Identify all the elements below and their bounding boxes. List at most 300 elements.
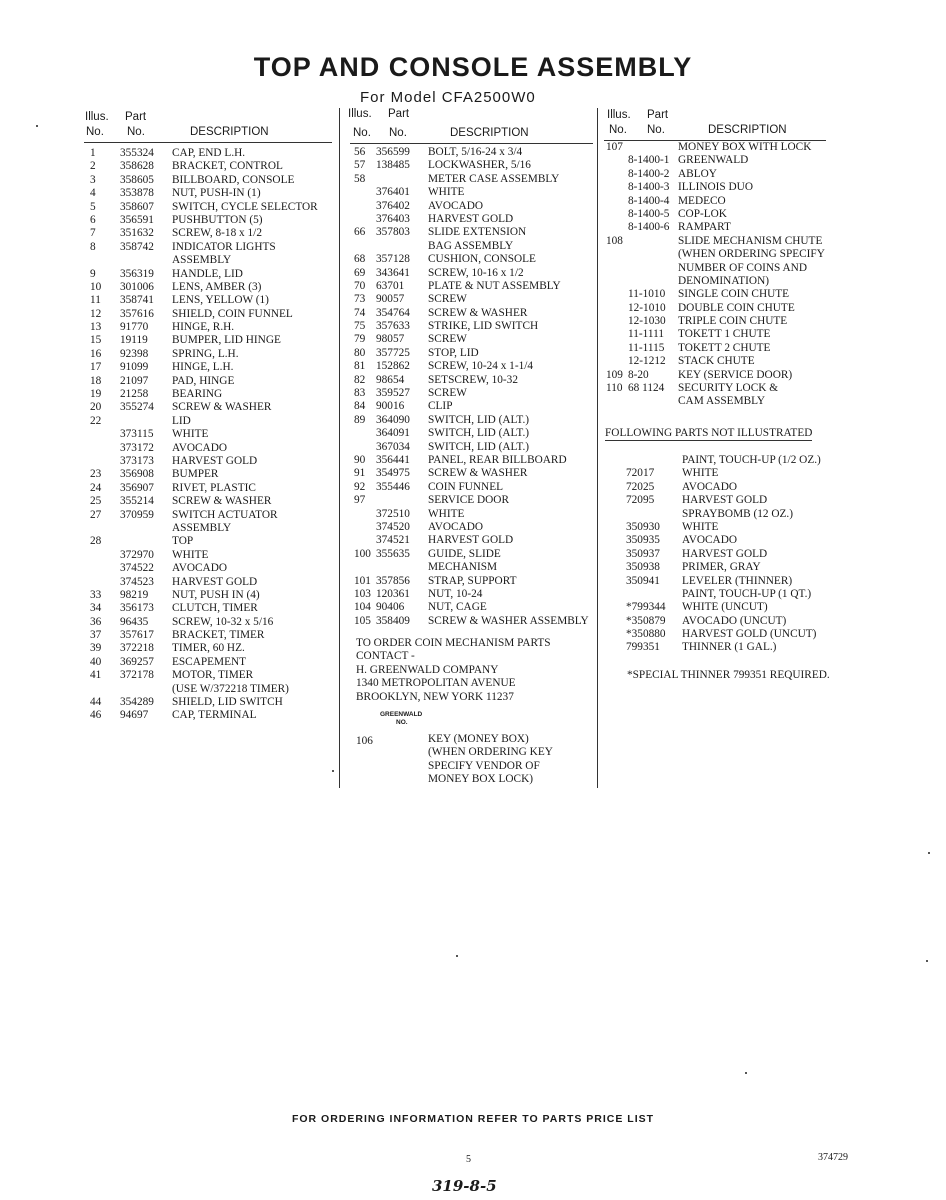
illus-number: 12 [90,307,102,320]
parts-row [90,254,335,267]
parts-row [354,347,596,360]
illus-number: 2 [90,160,96,173]
part-number: *350880 [626,628,666,641]
part-description: AVOCADO [682,534,738,547]
col2-part-header: Part [388,108,410,120]
part-description: KEY (SERVICE DOOR) [678,368,793,381]
parts-row [606,369,846,382]
part-number: 357803 [376,226,410,239]
part-description: AVOCADO (UNCUT) [682,614,787,627]
ordering-info-footer: FOR ORDERING INFORMATION REFER TO PARTS PRICE LIST [291,1113,655,1125]
illus-number: 23 [90,468,102,481]
parts-row [90,629,335,642]
illus-number: 36 [90,615,102,628]
parts-row [606,575,846,588]
parts-row [354,441,596,454]
part-description: SPRAYBOMB (12 OZ.) [682,507,794,520]
part-number: 355635 [376,547,410,560]
col2-illus-no-header: No. [353,127,371,139]
part-description: SHIELD, LID SWITCH [172,696,283,709]
part-number: 369257 [120,655,154,668]
parts-row [606,382,846,395]
part-number: 355446 [376,480,410,493]
illus-number: 27 [90,508,102,521]
part-number: 11-1115 [628,341,665,354]
parts-row [90,576,335,589]
parts-row [606,628,846,641]
illus-number: 66 [354,226,366,239]
part-description: CAP, END L.H. [172,147,246,159]
col1-part-header: Part [125,111,147,123]
parts-row [90,589,335,602]
part-number: 356591 [120,213,154,226]
part-description: STRIKE, LID SWITCH [428,320,539,333]
parts-row [90,348,335,361]
parts-row [90,683,335,696]
illus-number: 79 [354,333,366,346]
part-description: MONEY BOX WITH LOCK [678,141,812,153]
part-number: 364091 [376,427,410,440]
parts-row [606,302,846,315]
illus-number: 34 [90,602,102,615]
greenwald-label: GREENWALD [380,711,423,718]
item-106-description [428,733,553,787]
illus-number: 70 [354,279,366,292]
illus-number: 103 [354,587,371,600]
parts-row [90,388,335,401]
illus-number: 7 [90,227,96,240]
illus-number: 17 [90,361,102,374]
parts-row [354,454,596,467]
parts-row [354,267,596,280]
part-description: INDICATOR LIGHTS [172,240,276,253]
parts-row [354,159,596,172]
part-description: ASSEMBLY [172,254,232,267]
part-description: RAMPART [678,221,731,234]
illus-number: 110 [606,382,623,395]
part-description: ASSEMBLY [172,521,232,534]
parts-row [606,248,846,261]
part-description: AVOCADO [682,480,738,493]
parts-row [354,615,596,628]
part-number: *799344 [626,601,666,614]
parts-row [606,328,846,341]
part-description: ESCAPEMENT [172,655,247,668]
parts-row [354,360,596,373]
parts-row [90,602,335,615]
parts-row [354,333,596,346]
illus-number: 75 [354,320,366,333]
part-description: ABLOY [678,167,717,180]
illus-number: 46 [90,709,102,722]
item-106-line: KEY (MONEY BOX) [428,733,529,745]
part-description: MEDECO [678,194,726,207]
parts-row [606,355,846,368]
part-number: 8-1400-5 [628,207,670,220]
item-106-line: SPECIFY VENDOR OF [428,759,540,772]
part-number: 358607 [120,200,154,213]
parts-row [354,173,596,186]
part-description: LEVELER (THINNER) [682,574,793,587]
part-number: 799351 [626,641,660,654]
page-number: 5 [466,1154,471,1165]
part-number: 8-1400-1 [628,154,670,167]
parts-row [606,601,846,614]
parts-row [354,575,596,588]
part-description: HARVEST GOLD [682,494,768,507]
part-description: WHITE [172,428,209,441]
parts-row [606,615,846,628]
part-description: STACK CHUTE [678,355,755,368]
part-number: 350937 [626,547,660,560]
parts-row [90,361,335,374]
part-number: 355214 [120,495,154,508]
col1-description-header: DESCRIPTION [190,126,269,138]
part-description: TOKETT 2 CHUTE [678,341,771,354]
parts-row [90,442,335,455]
parts-row [90,308,335,321]
part-description: SCREW, 8-18 x 1/2 [172,227,262,240]
parts-list-column-2 [354,146,596,628]
parts-row [606,467,846,480]
part-description: BUMPER [172,468,219,481]
part-number: 358409 [376,614,410,627]
parts-row [606,154,846,167]
part-description: LID [172,414,191,427]
scan-speck [332,770,334,772]
part-number: 8-1400-4 [628,194,670,207]
part-description: (WHEN ORDERING SPECIFY [678,248,825,261]
part-number: 357856 [376,574,410,587]
parts-row [606,588,846,601]
part-description: WHITE [682,467,719,480]
part-number: 374522 [120,562,154,575]
parts-row [354,280,596,293]
col3-illus-header: Illus. [607,109,631,121]
part-number: 12-1030 [628,315,666,328]
parts-row [90,656,335,669]
part-description: BRACKET, TIMER [172,629,265,642]
part-number: 94697 [120,709,149,722]
parts-row [354,414,596,427]
part-number: 354764 [376,306,410,319]
parts-row [354,320,596,333]
part-number: 98219 [120,588,149,601]
model-subtitle: For Model CFA2500W0 [360,89,536,106]
part-description: HINGE, R.H. [172,321,235,334]
illus-number: 44 [90,696,102,709]
parts-row [90,509,335,522]
illus-number: 41 [90,669,102,682]
parts-list-column-1 [90,147,335,723]
parts-row [606,508,846,521]
col1-header-rule [84,142,332,143]
order-note-line: TO ORDER COIN MECHANISM PARTS [356,637,551,649]
col3-part-header: Part [647,109,669,121]
part-number: 374520 [376,520,410,533]
part-number: 356907 [120,481,154,494]
parts-row [90,294,335,307]
illus-number: 58 [354,172,366,185]
part-description: BUMPER, LID HINGE [172,334,281,347]
parts-row [90,522,335,535]
illus-number: 8 [90,240,96,253]
part-number: 120361 [376,587,410,600]
illus-number: 40 [90,655,102,668]
part-description: CUSHION, CONSOLE [428,253,536,266]
part-description: SCREW & WASHER [172,495,272,508]
part-description: PANEL, REAR BILLBOARD [428,453,567,466]
parts-row [606,208,846,221]
illus-number: 57 [354,159,366,172]
part-number: 8-1400-6 [628,221,670,234]
illus-number: 13 [90,321,102,334]
parts-row [90,227,335,240]
part-description: WHITE [172,548,209,561]
parts-row [90,147,335,160]
parts-row [354,253,596,266]
illus-number: 22 [90,414,102,427]
scan-speck [456,955,458,957]
illus-number: 104 [354,601,371,614]
not-illustrated-list [606,454,846,655]
part-number: 21097 [120,374,149,387]
part-description: SWITCH, CYCLE SELECTOR [172,200,318,213]
part-description: BEARING [172,388,223,401]
part-description: HARVEST GOLD [428,212,514,225]
part-description: DENOMINATION) [678,274,769,287]
col2-illus-header: Illus. [348,108,372,120]
part-description: CLIP [428,400,453,413]
part-description: NUT, PUSH-IN (1) [172,187,261,200]
col3-illus-no-header: No. [609,124,627,136]
part-number: 367034 [376,440,410,453]
parts-row [606,342,846,355]
part-description: SWITCH ACTUATOR [172,508,278,521]
part-description: WHITE [682,520,719,533]
parts-row [354,467,596,480]
part-number: 8-1400-2 [628,167,670,180]
illus-number: 6 [90,213,96,226]
part-number: 376402 [376,199,410,212]
scan-speck [745,1072,747,1074]
part-description: LENS, YELLOW (1) [172,294,269,307]
illus-number: 25 [90,495,102,508]
part-description: HARVEST GOLD (UNCUT) [682,628,817,641]
part-description: SHIELD, COIN FUNNEL [172,307,293,320]
part-description: ILLINOIS DUO [678,181,753,194]
part-description: TRIPLE COIN CHUTE [678,315,788,328]
illus-number: 105 [354,614,371,627]
parts-row [90,268,335,281]
part-number: 98057 [376,333,405,346]
part-description: STOP, LID [428,346,479,359]
part-number: 372218 [120,642,154,655]
part-description: SCREW & WASHER [428,306,528,319]
parts-row [354,200,596,213]
part-number: 350941 [626,574,660,587]
part-description: NUT, 10-24 [428,587,483,600]
part-number: 351632 [120,227,154,240]
handwritten-mark: 319-8-5 [432,1177,497,1195]
parts-row [90,482,335,495]
part-description: WHITE [428,507,465,520]
scan-speck [36,125,38,127]
parts-row [90,174,335,187]
col1-illus-header: Illus. [85,111,109,123]
parts-row [90,549,335,562]
parts-row [354,521,596,534]
part-description: TOP [172,535,194,548]
illus-number: 37 [90,629,102,642]
part-description: CAM ASSEMBLY [678,395,766,408]
parts-row [90,562,335,575]
part-number: 373115 [120,428,154,441]
part-number: 91770 [120,321,149,334]
part-description: SCREW [428,333,467,346]
part-description: LENS, AMBER (3) [172,280,262,293]
part-description: SCREW [428,387,467,400]
part-description: GUIDE, SLIDE [428,547,501,560]
part-number: 358605 [120,173,154,186]
part-number: 354289 [120,696,154,709]
illus-number: 19 [90,388,102,401]
part-number: 152862 [376,360,410,373]
part-number: 92398 [120,347,149,360]
part-description: SECURITY LOCK & [678,382,779,395]
parts-row [354,400,596,413]
parts-row [90,334,335,347]
special-thinner-note: *SPECIAL THINNER 799351 REQUIRED. [627,669,830,681]
part-number: 354975 [376,467,410,480]
part-number: 373173 [120,454,154,467]
item-106-line: (WHEN ORDERING KEY [428,746,553,759]
part-number: 98654 [376,373,405,386]
part-number: 358628 [120,160,154,173]
parts-row [354,561,596,574]
item-106-number: 106 [356,735,373,747]
part-number: 353878 [120,187,154,200]
illus-number: 39 [90,642,102,655]
part-number: 68 1124 [628,382,665,395]
parts-row [90,160,335,173]
parts-row [90,187,335,200]
illus-number: 18 [90,374,102,387]
parts-row [354,146,596,159]
parts-row [606,168,846,181]
illus-number: 90 [354,453,366,466]
part-number: 90406 [376,601,405,614]
parts-row [354,508,596,521]
column-divider-left [339,108,340,788]
parts-row [354,307,596,320]
illus-number: 5 [90,200,96,213]
part-number: *350879 [626,614,666,627]
part-number: 138485 [376,159,410,172]
col2-description-header: DESCRIPTION [450,127,529,139]
part-description: HARVEST GOLD [428,534,514,547]
part-description: SCREW, 10-16 x 1/2 [428,266,524,279]
parts-row [90,428,335,441]
order-note-line: 1340 METROPOLITAN AVENUE [356,677,516,690]
col2-part-no-header: No. [389,127,407,139]
part-number: 90016 [376,400,405,413]
part-number: 356908 [120,468,154,481]
order-note-line: H. GREENWALD COMPANY [356,663,499,676]
part-description: SLIDE EXTENSION [428,226,527,239]
part-description: BOLT, 5/16-24 x 3/4 [428,146,523,158]
part-description: AVOCADO [428,520,484,533]
part-description: AVOCADO [172,441,228,454]
part-description: PAINT, TOUCH-UP (1/2 OZ.) [682,454,821,466]
part-description: SINGLE COIN CHUTE [678,288,790,301]
part-number: 357633 [376,320,410,333]
illus-number: 109 [606,368,623,381]
part-number: 350930 [626,520,660,533]
col1-part-no-header: No. [127,126,145,138]
part-number: 12-1010 [628,301,666,314]
col3-description-header: DESCRIPTION [708,124,787,136]
parts-row [606,494,846,507]
part-description: SLIDE MECHANISM CHUTE [678,234,823,247]
parts-row [606,288,846,301]
part-description: HINGE, L.H. [172,361,234,374]
parts-row [354,240,596,253]
parts-row [354,374,596,387]
parts-row [90,642,335,655]
part-description: GREENWALD [678,154,749,167]
illus-number: 56 [354,146,366,158]
part-description: BRACKET, CONTROL [172,160,283,173]
part-number: 364090 [376,413,410,426]
part-description: PRIMER, GRAY [682,561,761,574]
illus-number: 84 [354,400,366,413]
part-description: NUT, PUSH IN (4) [172,588,260,601]
part-description: TOKETT 1 CHUTE [678,328,771,341]
parts-row [354,293,596,306]
illus-number: 83 [354,387,366,400]
illus-number: 33 [90,588,102,601]
parts-row [606,534,846,547]
parts-row [90,375,335,388]
part-description: HARVEST GOLD [172,575,258,588]
parts-row [354,481,596,494]
parts-row [606,454,846,467]
illus-number: 101 [354,574,371,587]
not-illustrated-header: FOLLOWING PARTS NOT ILLUSTRATED [605,427,813,439]
greenwald-no-label: NO. [396,719,408,726]
part-description: SCREW & WASHER [172,401,272,414]
parts-row [354,534,596,547]
part-number: 374523 [120,575,154,588]
part-number: 72025 [626,480,655,493]
part-description: HANDLE, LID [172,267,243,280]
part-number: 359527 [376,387,410,400]
part-description: NUMBER OF COINS AND [678,261,807,274]
part-number: 343641 [376,266,410,279]
part-description: BILLBOARD, CONSOLE [172,173,295,186]
part-description: LOCKWASHER, 5/16 [428,159,531,172]
parts-row [606,181,846,194]
parts-row [90,495,335,508]
part-description: SWITCH, LID (ALT.) [428,440,530,453]
scan-speck [926,960,928,962]
col3-part-no-header: No. [647,124,665,136]
parts-row [90,696,335,709]
illus-number: 4 [90,187,96,200]
part-number: 63701 [376,279,405,292]
parts-row [90,669,335,682]
